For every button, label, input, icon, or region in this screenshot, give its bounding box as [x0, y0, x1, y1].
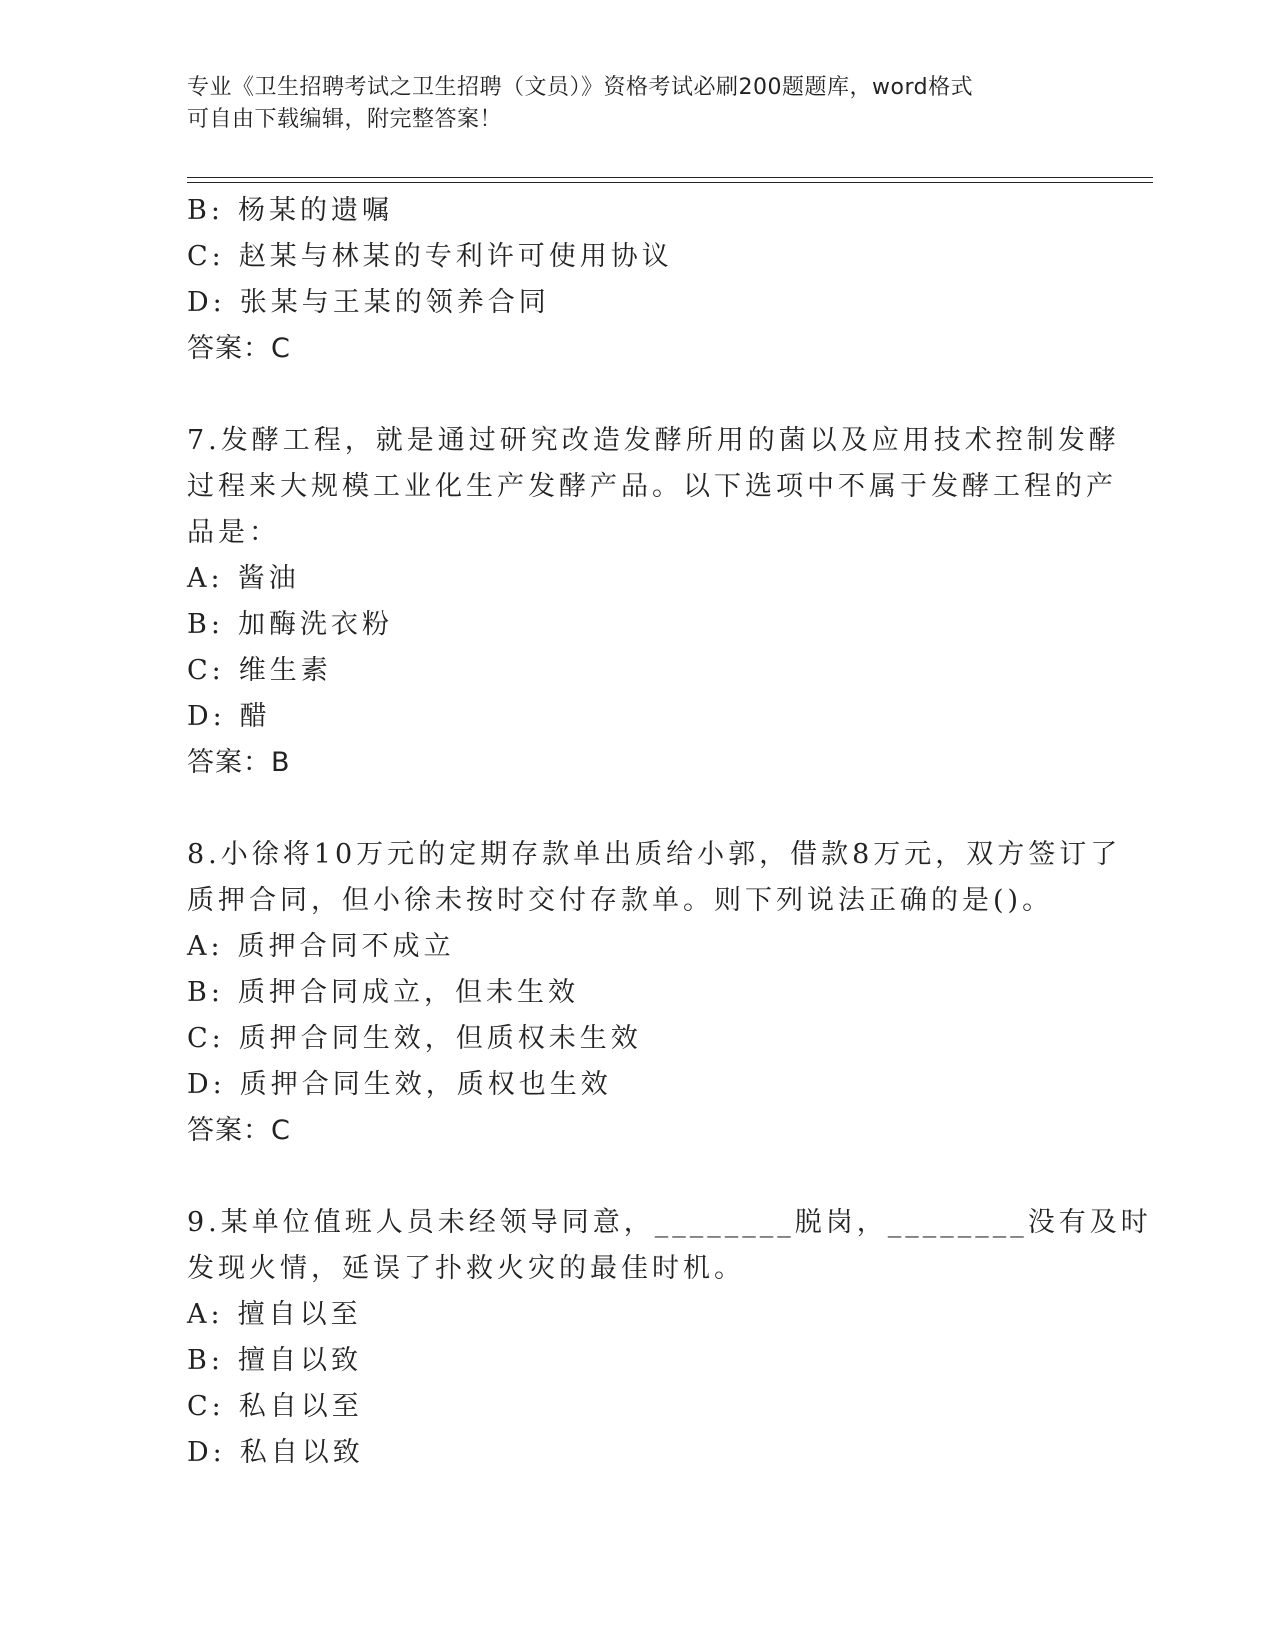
option-letter: C:	[187, 1023, 225, 1054]
option-letter: C:	[187, 1391, 225, 1422]
option-letter: C:	[187, 655, 225, 686]
option-text: 质押合同生效，质权也生效	[239, 1069, 612, 1100]
option-c	[187, 234, 1087, 280]
option-c	[187, 1384, 1087, 1430]
option-a	[187, 924, 1087, 970]
option-text: 质押合同生效，但质权未生效	[238, 1023, 642, 1054]
spacer	[187, 786, 1087, 832]
option-text: 酱油	[237, 563, 300, 594]
question-stem-line: 7.发酵工程，就是通过研究改造发酵所用的菌以及应用技术控制发酵	[187, 425, 1120, 456]
option-letter: A:	[187, 563, 224, 594]
option-text: 私自以至	[238, 1391, 363, 1422]
option-text: 质押合同成立，但未生效	[237, 977, 579, 1008]
question-list	[187, 188, 1152, 1476]
option-letter: D:	[187, 1437, 226, 1468]
question-stem-line: 8.小徐将10万元的定期存款单出质给小郭，借款8万元，双方签订了	[187, 839, 1122, 870]
option-letter: D:	[187, 701, 226, 732]
option-letter: B:	[187, 1345, 224, 1376]
option-c	[187, 648, 1087, 694]
option-b	[187, 188, 1087, 234]
option-text: 私自以致	[239, 1437, 364, 1468]
option-text: 醋	[239, 701, 271, 732]
question-8	[187, 832, 1122, 1154]
header-divider-bottom	[187, 182, 1153, 183]
option-letter: C:	[187, 241, 225, 272]
spacer	[187, 372, 1087, 418]
header-line-2: 可自由下载编辑，附完整答案！	[187, 107, 503, 132]
option-text: 擅自以致	[237, 1345, 362, 1376]
option-d	[187, 1430, 1087, 1476]
option-text: 质押合同不成立	[237, 931, 455, 962]
option-text: 加酶洗衣粉	[237, 609, 393, 640]
option-text: 杨某的遗嘱	[237, 195, 393, 226]
question-6-options	[187, 188, 1087, 372]
question-stem-line: 过程来大规模工业化生产发酵产品。以下选项中不属于发酵工程的产	[187, 471, 1117, 502]
option-b	[187, 970, 1087, 1016]
option-letter: B:	[187, 609, 224, 640]
answer-line: 答案：C	[187, 333, 291, 364]
option-d	[187, 694, 1087, 740]
question-stem-line: 发现火情，延误了扑救火灾的最佳时机。	[187, 1253, 745, 1284]
option-a	[187, 1292, 1087, 1338]
option-text: 维生素	[238, 655, 332, 686]
answer-line: 答案：C	[187, 1115, 291, 1146]
option-a	[187, 556, 1087, 602]
option-letter: D:	[187, 1069, 226, 1100]
header-divider-top	[187, 177, 1153, 178]
option-text: 张某与王某的领养合同	[239, 287, 550, 318]
option-b	[187, 602, 1087, 648]
option-d	[187, 280, 1087, 326]
option-letter: A:	[187, 931, 224, 962]
option-letter: B:	[187, 977, 224, 1008]
question-stem-line: 品是：	[187, 517, 280, 548]
spacer	[187, 1154, 1087, 1200]
option-letter: D:	[187, 287, 226, 318]
question-9	[187, 1200, 1152, 1476]
question-7	[187, 418, 1120, 786]
option-text: 擅自以至	[237, 1299, 362, 1330]
option-letter: A:	[187, 1299, 224, 1330]
option-d	[187, 1062, 1087, 1108]
header-line-1: 专业《卫生招聘考试之卫生招聘（文员）》资格考试必刷200题题库，word格式	[187, 75, 974, 100]
option-c	[187, 1016, 1087, 1062]
answer-line: 答案：B	[187, 747, 291, 778]
option-letter: B:	[187, 195, 224, 226]
document-header	[187, 72, 1087, 136]
question-stem-line: 9.某单位值班人员未经领导同意，________脱岗，________没有及时	[187, 1207, 1152, 1238]
option-text: 赵某与林某的专利许可使用协议	[238, 241, 673, 272]
question-stem-line: 质押合同，但小徐未按时交付存款单。则下列说法正确的是()。	[187, 885, 1054, 916]
option-b	[187, 1338, 1087, 1384]
